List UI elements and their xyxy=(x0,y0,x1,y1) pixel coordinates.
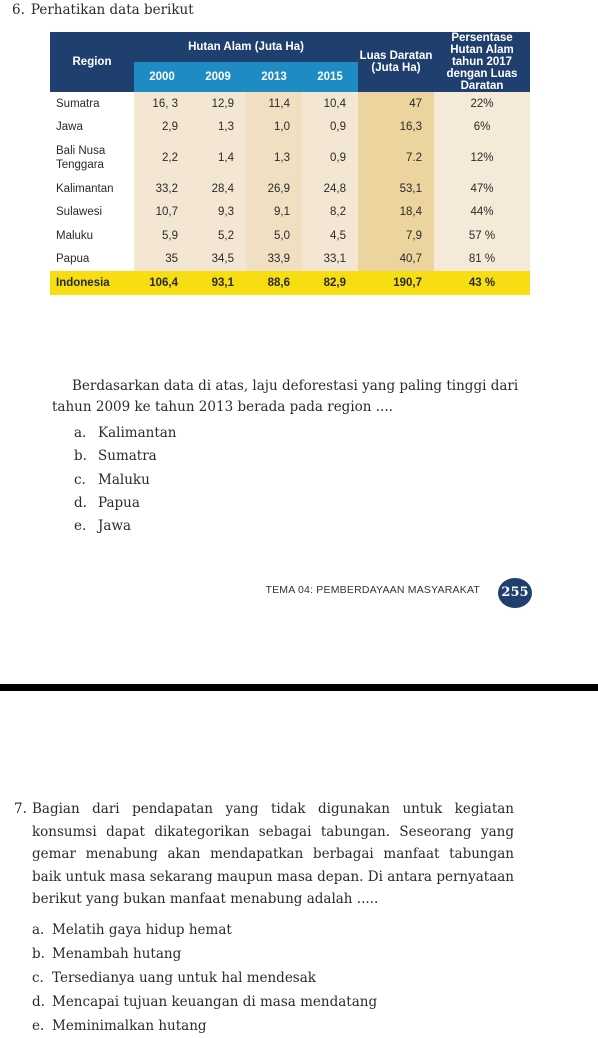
cell-2000: 2,2 xyxy=(134,139,190,177)
header-year-2009: 2009 xyxy=(190,62,246,92)
question-7 xyxy=(14,798,514,911)
cell-2009: 93,1 xyxy=(190,271,246,295)
question-7-text: Bagian dari pendapatan yang tidak digunakan untuk kegiatan konsumsi dapat dikategorikan sebagai tabungan. Seseorang yang gemar menabung akan mendapatkan berbagai manfaat tabungan baik untuk masa sekarang maupun masa depan. Di antara pernyataan berikut yang bukan manfaat menabung adalah ..... xyxy=(32,801,514,907)
option-letter: e. xyxy=(32,1018,45,1034)
option-text: Kalimantan xyxy=(98,425,177,441)
cell-persentase: 47% xyxy=(434,177,530,201)
footer-label: TEMA 04: PEMBERDAYAAN MASYARAKAT xyxy=(265,584,480,596)
cell-2015: 33,1 xyxy=(302,248,358,272)
question-title: Perhatikan data berikut xyxy=(30,2,194,18)
cell-persentase: 44% xyxy=(434,201,530,225)
cell-2009: 1,4 xyxy=(190,139,246,177)
cell-luas: 7,9 xyxy=(358,224,434,248)
cell-2000: 10,7 xyxy=(134,201,190,225)
cell-2015: 0,9 xyxy=(302,139,358,177)
cell-2015: 4,5 xyxy=(302,224,358,248)
header-year-2000: 2000 xyxy=(134,62,190,92)
option-letter: b. xyxy=(74,448,87,465)
cell-region: Kalimantan xyxy=(50,177,134,201)
option-e[interactable] xyxy=(74,515,176,538)
option-letter: a. xyxy=(74,425,87,441)
option-text: Melatih gaya hidup hemat xyxy=(52,922,232,938)
cell-2009: 34,5 xyxy=(190,248,246,272)
option-text: Sumatra xyxy=(98,448,157,465)
option-letter: a. xyxy=(32,922,45,938)
option-letter: e. xyxy=(74,518,87,535)
table-row xyxy=(50,224,530,248)
cell-region: Indonesia xyxy=(50,271,134,295)
option-letter: c. xyxy=(74,471,86,488)
table-row-total xyxy=(50,271,530,295)
cell-persentase: 6% xyxy=(434,116,530,140)
header-hutan-alam: Hutan Alam (Juta Ha) xyxy=(134,32,358,62)
cell-luas: 53,1 xyxy=(358,177,434,201)
cell-persentase: 12% xyxy=(434,139,530,177)
cell-2009: 1,3 xyxy=(190,116,246,140)
cell-2013: 26,9 xyxy=(246,177,302,201)
cell-region: Maluku xyxy=(50,224,134,248)
cell-persentase: 57 % xyxy=(434,224,530,248)
cell-2015: 8,2 xyxy=(302,201,358,225)
option-letter: c. xyxy=(32,970,44,986)
option-a[interactable] xyxy=(32,918,377,942)
table-row xyxy=(50,177,530,201)
question-number: 7. xyxy=(14,801,27,817)
question-6-options xyxy=(74,422,176,538)
cell-2000: 35 xyxy=(134,248,190,272)
cell-2013: 33,9 xyxy=(246,248,302,272)
option-text: Papua xyxy=(98,494,140,511)
option-a[interactable] xyxy=(74,422,176,445)
cell-2013: 1,3 xyxy=(246,139,302,177)
cell-luas: 16,3 xyxy=(358,116,434,140)
header-region: Region xyxy=(50,32,134,92)
cell-region: Bali Nusa Tenggara xyxy=(50,139,134,177)
option-text: Tersedianya uang untuk hal mendesak xyxy=(52,970,316,986)
option-letter: d. xyxy=(32,994,45,1010)
cell-2009: 9,3 xyxy=(190,201,246,225)
header-year-2015: 2015 xyxy=(302,62,358,92)
header-year-2013: 2013 xyxy=(246,62,302,92)
page-number-badge xyxy=(498,578,532,608)
cell-2009: 5,2 xyxy=(190,224,246,248)
header-luas-daratan: Luas Daratan (Juta Ha) xyxy=(358,32,434,92)
cell-2013: 88,6 xyxy=(246,271,302,295)
cell-luas: 47 xyxy=(358,92,434,116)
cell-persentase: 22% xyxy=(434,92,530,116)
cell-2015: 10,4 xyxy=(302,92,358,116)
option-letter: b. xyxy=(32,946,45,962)
option-text: Jawa xyxy=(98,518,132,535)
option-text: Mencapai tujuan keuangan di masa mendatang xyxy=(52,994,378,1010)
cell-region: Sulawesi xyxy=(50,201,134,225)
table-row xyxy=(50,92,530,116)
option-letter: d. xyxy=(74,494,87,511)
option-c[interactable] xyxy=(32,966,377,990)
option-b[interactable] xyxy=(32,942,377,966)
cell-2013: 1,0 xyxy=(246,116,302,140)
cell-persentase: 43 % xyxy=(434,271,530,295)
page-number: 255 xyxy=(501,585,529,600)
question-6-heading xyxy=(12,2,194,18)
table-row xyxy=(50,248,530,272)
table-row xyxy=(50,139,530,177)
cell-2009: 12,9 xyxy=(190,92,246,116)
option-text: Meminimalkan hutang xyxy=(52,1018,207,1034)
cell-2000: 33,2 xyxy=(134,177,190,201)
cell-persentase: 81 % xyxy=(434,248,530,272)
cell-region: Papua xyxy=(50,248,134,272)
cell-region: Jawa xyxy=(50,116,134,140)
cell-region: Sumatra xyxy=(50,92,134,116)
option-text: Menambah hutang xyxy=(52,946,182,962)
forest-data-table xyxy=(50,32,530,295)
option-e[interactable] xyxy=(32,1014,377,1038)
option-c[interactable] xyxy=(74,469,176,492)
cell-2015: 24,8 xyxy=(302,177,358,201)
table-row xyxy=(50,201,530,225)
cell-2000: 2,9 xyxy=(134,116,190,140)
table-row xyxy=(50,116,530,140)
question-number: 6. xyxy=(12,2,25,18)
question-6-text: Berdasarkan data di atas, laju deforestasi yang paling tinggi dari tahun 2009 ke tahun 2013 berada pada region .... xyxy=(52,378,519,415)
option-d[interactable] xyxy=(32,990,377,1014)
cell-luas: 40,7 xyxy=(358,248,434,272)
cell-2013: 5,0 xyxy=(246,224,302,248)
cell-2000: 5,9 xyxy=(134,224,190,248)
cell-2015: 0,9 xyxy=(302,116,358,140)
cell-luas: 190,7 xyxy=(358,271,434,295)
page-divider xyxy=(0,684,598,691)
cell-2000: 16, 3 xyxy=(134,92,190,116)
cell-2013: 9,1 xyxy=(246,201,302,225)
cell-luas: 7.2 xyxy=(358,139,434,177)
cell-2000: 106,4 xyxy=(134,271,190,295)
option-d[interactable] xyxy=(74,492,176,515)
question-7-options xyxy=(32,918,377,1038)
cell-2009: 28,4 xyxy=(190,177,246,201)
cell-luas: 18,4 xyxy=(358,201,434,225)
option-text: Maluku xyxy=(98,471,150,488)
header-persentase: Persentase Hutan Alam tahun 2017 dengan Luas Daratan xyxy=(434,32,530,92)
option-b[interactable] xyxy=(74,445,176,468)
cell-2013: 11,4 xyxy=(246,92,302,116)
cell-2015: 82,9 xyxy=(302,271,358,295)
